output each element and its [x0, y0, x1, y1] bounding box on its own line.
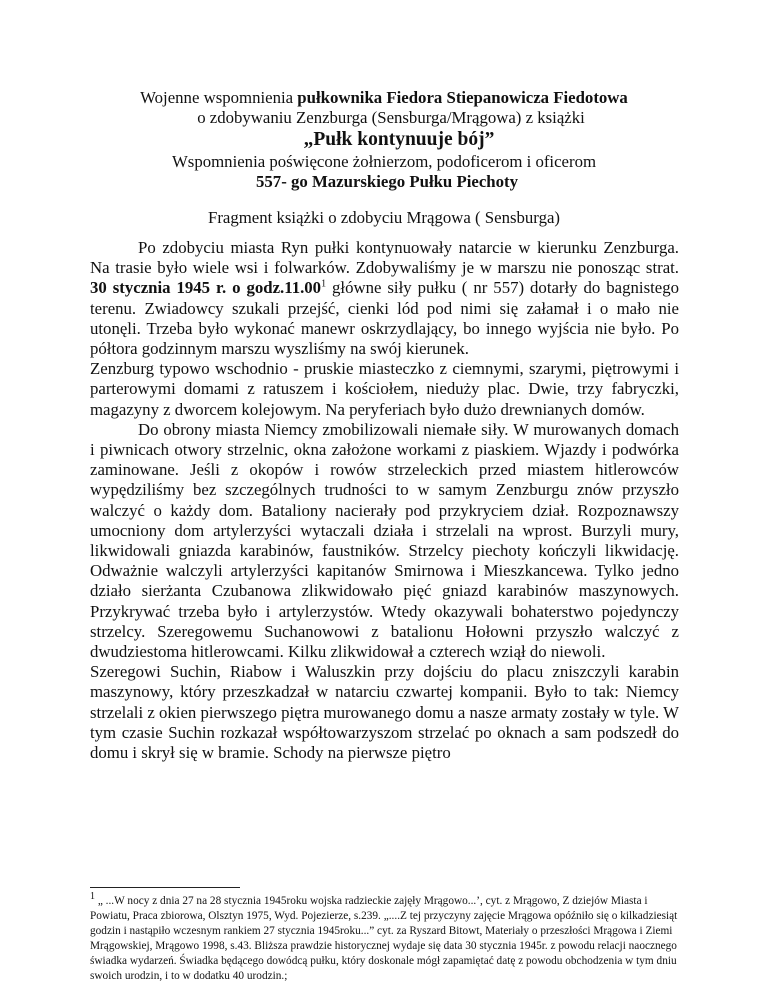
header-dedication: Wspomnienia poświęcone żołnierzom, podoficerom i oficerom [171, 152, 597, 171]
header-line-2: o zdobywaniu Zenzburga (Sensburga/Mrągowa) z książki [197, 108, 585, 127]
footnote-ref[interactable]: 1 [321, 278, 327, 290]
paragraph-4: Szeregowi Suchin, Riabow i Waluszkin przy dojściu do placu zniszczyli karabin maszynowy, który przeszkadzał w natarciu czwartej kompanii. Było to tak: Niemcy strzelali z okien pierwszego piętra murowanego domu a nasze armaty zostały w tyle. W tym czasie Suchin rozkazał współtowarzyszom strzelać po oknach a sam podszedł do domu i skrył się w bramie. Schody na pierwsze piętro [90, 662, 679, 763]
paragraph-1 [90, 238, 679, 359]
fragment-heading: Fragment książki o zdobyciu Mrągowa ( Sensburga) [207, 208, 560, 227]
paragraph-1-part-b: główne siły pułku ( nr 557) dotarły do bagnistego terenu. Zwiadowcy szukali przejść, cienki lód pod nimi się załamał i o mało nie utonęli. Trzeba było wykonać manewr oskrzydlający, bo innego wyjścia nie było. Po półtora godzinnym marszu wyszliśmy na swój kierunek. [90, 278, 679, 359]
paragraph-3: Do obrony miasta Niemcy zmobilizowali niemałe siły. W murowanych domach i piwnicach otwory strzelnic, okna założone workami z piaskiem. Wjazdy i podwórka zaminowane. Jeśli z okopów i rowów strzeleckich przed miastem hitlerowców wypędziliśmy bez szczególnych trudności to w samym Zenzburgu znów przyszło walczyć o każdy dom. Bataliony nacierały pod przykryciem dział. Rozpoznawszy umocniony dom artylerzyści wytaczali działa i strzelali na wprost. Burzyli mury, likwidowali gniazda karabinów, faustników. Strzelcy piechoty kończyli likwidację. Odważnie walczyli artylerzyści kapitanów Smirnowa i Mieszkancewa. Tylko jedno działo sierżanta Czubanowa zlikwidowało pięć gniazd karabinów maszynowych. Przykrywać trzeba było i artylerzystów. Wtedy okazywali bohaterstwo pojedynczy strzelcy. Szeregowemu Suchanowowi z batalionu Hołowni przyszło walczyć z dwudziestoma hitlerowcami. Kilku zlikwidował a czterech wziął do niewoli. [90, 419, 679, 662]
book-title: „Pułk kontynuuje bój” [303, 129, 495, 150]
paragraph-1-part-a: Po zdobyciu miasta Ryn pułki kontynuowały natarcie w kierunku Zenzburga. Na trasie było wiele wsi i folwarków. Zdobywaliśmy je w marszu nie ponosząc strat. [90, 238, 679, 278]
paragraph-1-date: 30 stycznia 1945 r. o godz.11.00 [90, 278, 322, 298]
paragraph-2: Zenzburg typowo wschodnio - pruskie miasteczko z ciemnymi, szarymi, piętrowymi i parterowymi domami z ratuszem i kościołem, nieduży plac. Dwie, trzy fabryczki, magazyny z dworcem kolejowym. Na peryferiach było dużo drewnianych domów. [90, 359, 679, 419]
footnote [90, 891, 679, 984]
header-line-1 [0, 88, 768, 108]
header-author: pułkownika Fiedora Stiepanowicza Fiedotowa [297, 88, 628, 107]
footnote-text: „ ...W nocy z dnia 27 na 28 stycznia 1945roku wojska radzieckie zajęły Mrągowo...’, cyt. z Mrągowo, Z dziejów Miasta i Powiatu, Praca zbiorowa, Olsztyn 1975, Wyd. Pojezierze, s.239. „....Z tej przyczyny zajęcie Mrągowa opóźniło się o kilkadziesiąt godzin i nastąpiło wczesnym rankiem 27 stycznia 1945roku...” cyt. za Ryszard Bitowt, Materiały o przeszłości Mrągowa i Ziemi Mrągowskiej, Mrągowo 1998, s.43. Bliższa prawdzie historycznej wydaje się data 30 stycznia 1945r. z powodu relacji naocznego świadka wydarzeń. Świadka będącego dowódcą pułku, który doskonale mógł zapamiętać datę z powodu obchodzenia w tym dniu swoich urodzin, i to w dodatku 40 urodzin.; [90, 895, 678, 982]
header-line-1-prefix: Wojenne wspomnienia [140, 88, 298, 107]
document-body [90, 238, 679, 763]
footnote-number: 1 [90, 891, 95, 903]
header-regiment: 557- go Mazurskiego Pułku Piechoty [256, 172, 518, 191]
document-header [0, 88, 768, 192]
footnote-divider [90, 887, 240, 888]
